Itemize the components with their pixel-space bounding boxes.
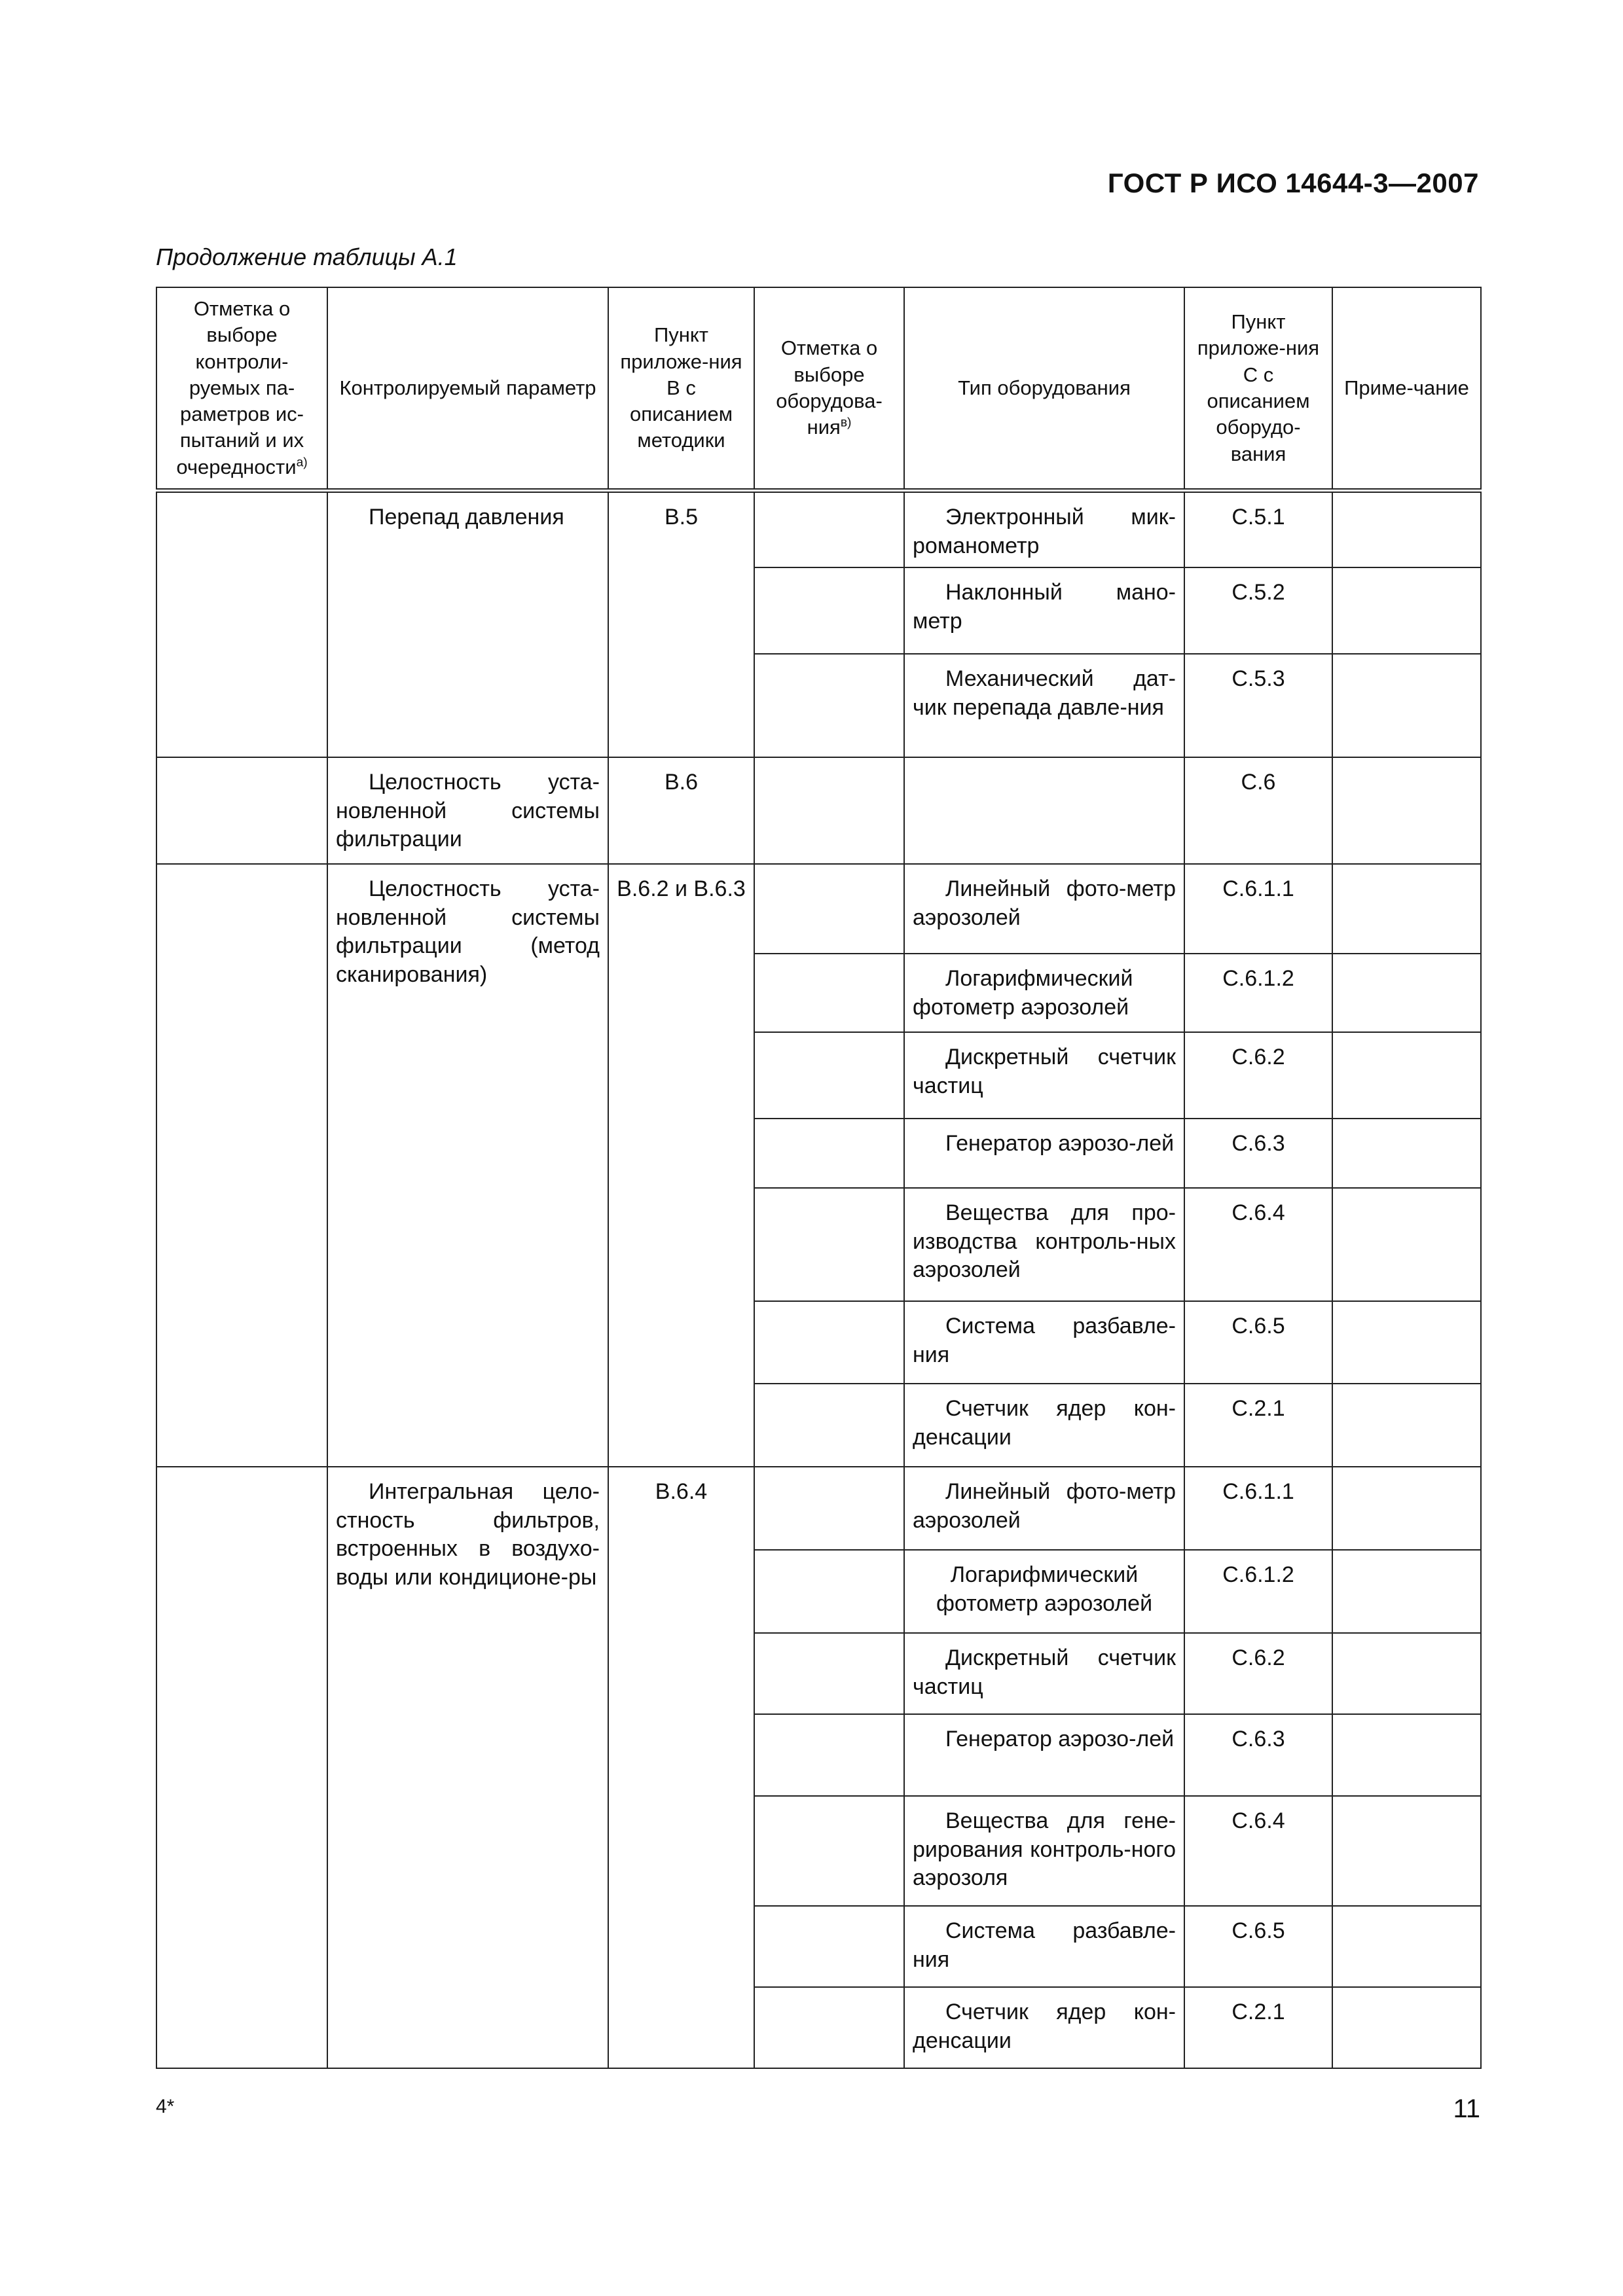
equipment-type-cell: Счетчик ядер кон-денсации bbox=[904, 1384, 1184, 1467]
equipment-type-cell: Электронный мик-романометр bbox=[904, 491, 1184, 568]
note-cell bbox=[1332, 567, 1481, 654]
equipment-mark-cell bbox=[754, 1467, 904, 1550]
note-cell bbox=[1332, 864, 1481, 954]
equipment-type-cell: Механический дат-чик перепада давле-ния bbox=[904, 654, 1184, 757]
annex-c-clause-cell: С.6.2 bbox=[1184, 1032, 1332, 1119]
annex-c-clause-cell: С.6.1.1 bbox=[1184, 1467, 1332, 1550]
note-cell bbox=[1332, 1550, 1481, 1633]
parameter-cell: Перепад давления bbox=[327, 491, 608, 758]
equipment-type-cell: Линейный фото-метр аэрозолей bbox=[904, 864, 1184, 954]
col-header-equipment-type: Тип оборудования bbox=[904, 287, 1184, 491]
note-cell bbox=[1332, 1714, 1481, 1796]
note-cell bbox=[1332, 1633, 1481, 1714]
note-cell bbox=[1332, 654, 1481, 757]
equipment-type-cell: Наклонный мано-метр bbox=[904, 567, 1184, 654]
annex-c-clause-cell: С.2.1 bbox=[1184, 1987, 1332, 2068]
annex-c-clause-cell: С.6 bbox=[1184, 757, 1332, 864]
equipment-mark-cell bbox=[754, 1188, 904, 1301]
equipment-mark-cell bbox=[754, 1550, 904, 1633]
col-header-parameter: Контролируемый параметр bbox=[327, 287, 608, 491]
note-cell bbox=[1332, 1119, 1481, 1188]
annex-c-clause-cell: С.5.3 bbox=[1184, 654, 1332, 757]
selection-mark-cell bbox=[156, 757, 327, 864]
document-code: ГОСТ Р ИСО 14644-3—2007 bbox=[1107, 168, 1479, 198]
equipment-mark-cell bbox=[754, 1714, 904, 1796]
annex-c-clause-cell: С.6.1.2 bbox=[1184, 954, 1332, 1032]
selection-mark-cell bbox=[156, 864, 327, 1467]
equipment-mark-cell bbox=[754, 567, 904, 654]
annex-c-clause-cell: С.2.1 bbox=[1184, 1384, 1332, 1467]
note-cell bbox=[1332, 491, 1481, 568]
table-caption: Продолжение таблицы А.1 bbox=[156, 243, 458, 270]
equipment-mark-cell bbox=[754, 1987, 904, 2068]
equipment-mark-cell bbox=[754, 1384, 904, 1467]
equipment-mark-cell bbox=[754, 1906, 904, 1987]
equipment-type-cell: Генератор аэрозо-лей bbox=[904, 1119, 1184, 1188]
annex-c-clause-cell: С.6.3 bbox=[1184, 1119, 1332, 1188]
table-row bbox=[156, 1467, 1481, 1550]
equipment-type-cell: Система разбавле-ния bbox=[904, 1301, 1184, 1384]
equipment-type-cell: Вещества для гене-рирования контроль-ного аэрозоля bbox=[904, 1796, 1184, 1906]
equipment-mark-cell bbox=[754, 1796, 904, 1906]
parameter-cell: Целостность уста-новленной системы фильтрации (метод сканирования) bbox=[327, 864, 608, 1467]
table-row bbox=[156, 864, 1481, 954]
equipment-type-cell: Система разбавле-ния bbox=[904, 1906, 1184, 1987]
table-row bbox=[156, 491, 1481, 568]
annex-c-clause-cell: С.6.2 bbox=[1184, 1633, 1332, 1714]
note-cell bbox=[1332, 1906, 1481, 1987]
annex-c-clause-cell: С.6.5 bbox=[1184, 1301, 1332, 1384]
selection-mark-cell bbox=[156, 1467, 327, 2068]
annex-c-clause-cell: С.5.1 bbox=[1184, 491, 1332, 568]
note-cell bbox=[1332, 954, 1481, 1032]
annex-c-clause-cell: С.5.2 bbox=[1184, 567, 1332, 654]
annex-b-clause-cell: В.5 bbox=[608, 491, 754, 758]
note-cell bbox=[1332, 757, 1481, 864]
parameter-cell: Интегральная цело-стность фильтров, встроенных в воздухо-воды или кондиционе-ры bbox=[327, 1467, 608, 2068]
annex-b-clause-cell: В.6 bbox=[608, 757, 754, 864]
annex-c-clause-cell: С.6.1.2 bbox=[1184, 1550, 1332, 1633]
col-header-note: Приме-чание bbox=[1332, 287, 1481, 491]
equipment-type-cell: Логарифмический фотометр аэрозолей bbox=[904, 954, 1184, 1032]
annex-c-clause-cell: С.6.1.1 bbox=[1184, 864, 1332, 954]
equipment-table bbox=[156, 287, 1482, 2069]
note-cell bbox=[1332, 1384, 1481, 1467]
equipment-type-cell: Счетчик ядер кон-денсации bbox=[904, 1987, 1184, 2068]
col-header-selection-mark: Отметка о выборе контроли-руемых па-раметров ис-пытаний и их очередности$^{а)}$ bbox=[156, 287, 327, 491]
equipment-type-cell: Логарифмический фотометр аэрозолей bbox=[904, 1550, 1184, 1633]
selection-mark-cell bbox=[156, 491, 327, 758]
equipment-type-cell: Дискретный счетчик частиц bbox=[904, 1032, 1184, 1119]
equipment-mark-cell bbox=[754, 1119, 904, 1188]
col-header-equipment-mark: Отметка о выборе оборудова-ния$^{в)}$ bbox=[754, 287, 904, 491]
annex-c-clause-cell: С.6.4 bbox=[1184, 1796, 1332, 1906]
table-header-row bbox=[156, 287, 1481, 491]
equipment-mark-cell bbox=[754, 654, 904, 757]
equipment-mark-cell bbox=[754, 1032, 904, 1119]
equipment-type-cell: Генератор аэрозо-лей bbox=[904, 1714, 1184, 1796]
annex-c-clause-cell: С.6.3 bbox=[1184, 1714, 1332, 1796]
equipment-mark-cell bbox=[754, 1633, 904, 1714]
equipment-type-cell bbox=[904, 757, 1184, 864]
annex-c-clause-cell: С.6.5 bbox=[1184, 1906, 1332, 1987]
equipment-mark-cell bbox=[754, 1301, 904, 1384]
equipment-mark-cell bbox=[754, 864, 904, 954]
signature-mark: 4* bbox=[156, 2096, 175, 2117]
table-row bbox=[156, 757, 1481, 864]
equipment-type-cell: Дискретный счетчик частиц bbox=[904, 1633, 1184, 1714]
note-cell bbox=[1332, 1467, 1481, 1550]
note-cell bbox=[1332, 1301, 1481, 1384]
annex-b-clause-cell: В.6.2 и В.6.3 bbox=[608, 864, 754, 1467]
parameter-cell: Целостность уста-новленной системы фильтрации bbox=[327, 757, 608, 864]
note-cell bbox=[1332, 1987, 1481, 2068]
note-cell bbox=[1332, 1796, 1481, 1906]
equipment-mark-cell bbox=[754, 954, 904, 1032]
annex-c-clause-cell: С.6.4 bbox=[1184, 1188, 1332, 1301]
col-header-annex-b-clause: Пункт приложе-ния В с описанием методики bbox=[608, 287, 754, 491]
equipment-mark-cell bbox=[754, 491, 904, 568]
equipment-type-cell: Линейный фото-метр аэрозолей bbox=[904, 1467, 1184, 1550]
annex-b-clause-cell: В.6.4 bbox=[608, 1467, 754, 2068]
note-cell bbox=[1332, 1032, 1481, 1119]
note-cell bbox=[1332, 1188, 1481, 1301]
equipment-type-cell: Вещества для про-изводства контроль-ных аэрозолей bbox=[904, 1188, 1184, 1301]
page-number: 11 bbox=[1453, 2094, 1480, 2123]
equipment-mark-cell bbox=[754, 757, 904, 864]
col-header-annex-c-clause: Пункт приложе-ния С с описанием оборудо-вания bbox=[1184, 287, 1332, 491]
